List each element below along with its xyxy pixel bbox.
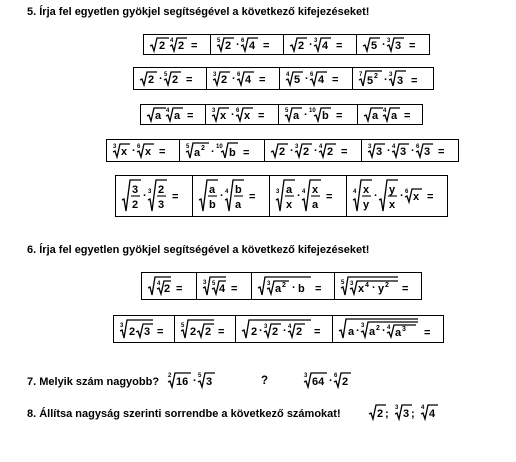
svg-text:=: = [249, 191, 256, 203]
svg-text:4: 4 [429, 408, 436, 420]
svg-text:a: a [372, 110, 379, 122]
question-7: 7. Melyik szám nagyobb? [27, 376, 160, 388]
s5-r4-c2 [180, 140, 265, 161]
svg-text:·: · [292, 282, 296, 294]
s5-row-5 [115, 175, 448, 217]
s5-r5-c1 [116, 176, 193, 216]
svg-text:2: 2 [342, 376, 349, 388]
svg-text:4: 4 [166, 108, 170, 114]
svg-text:2: 2 [296, 326, 303, 338]
svg-text:4: 4 [365, 282, 369, 289]
radical-expr [340, 275, 416, 297]
radical-expr [362, 36, 424, 53]
svg-text:;: ; [385, 408, 389, 420]
svg-text:=: = [411, 75, 418, 87]
svg-text:x: x [286, 199, 293, 211]
svg-text:2: 2 [303, 146, 310, 158]
svg-text:3: 3 [403, 408, 410, 420]
s5-r3-c1 [141, 105, 206, 124]
svg-text:2: 2 [272, 326, 279, 338]
s5-r1-c2 [211, 35, 284, 54]
svg-text:5: 5 [294, 74, 301, 86]
svg-text:a: a [194, 147, 201, 159]
svg-text:4: 4 [353, 189, 357, 195]
svg-text:3: 3 [387, 38, 391, 44]
svg-text:2: 2 [376, 325, 380, 332]
radical-expr [363, 106, 417, 123]
svg-text:4: 4 [318, 74, 325, 86]
svg-text:=: = [243, 147, 250, 159]
s6-row-2 [113, 315, 444, 343]
radical-expr [121, 178, 187, 214]
svg-text:=: = [218, 326, 225, 338]
svg-text:5: 5 [285, 108, 289, 114]
svg-text:2: 2 [377, 408, 384, 420]
svg-text:=: = [438, 146, 445, 158]
svg-text:4: 4 [157, 281, 161, 287]
svg-text:x: x [220, 110, 227, 122]
svg-text:3: 3 [295, 144, 299, 150]
svg-text:2: 2 [279, 146, 286, 158]
radical-expr [180, 318, 230, 340]
svg-text:=: = [409, 40, 416, 52]
svg-text:5: 5 [164, 72, 168, 78]
svg-text:2: 2 [327, 146, 334, 158]
s5-r4-c3 [265, 140, 362, 161]
svg-text:2: 2 [164, 283, 171, 295]
svg-text:4: 4 [319, 144, 323, 150]
radical-expr [202, 275, 246, 297]
svg-text:3: 3 [203, 280, 207, 286]
radical-expr [275, 178, 341, 214]
radical-expr [147, 275, 191, 297]
svg-text:6: 6 [334, 373, 338, 379]
radical-expr [285, 70, 347, 87]
svg-text:=: = [314, 326, 321, 338]
s5-r3-c4 [358, 105, 422, 124]
svg-text:3: 3 [395, 40, 402, 52]
q7-left-expr [167, 371, 227, 389]
svg-text:4: 4 [225, 189, 229, 195]
s6-r2-c1 [114, 316, 175, 342]
svg-text:·: · [297, 190, 301, 202]
svg-text:a: a [275, 283, 282, 295]
svg-text:5: 5 [367, 75, 374, 87]
svg-text:3: 3 [158, 199, 165, 211]
svg-text:6: 6 [237, 72, 241, 78]
svg-text:10: 10 [216, 144, 223, 150]
svg-text:a: a [391, 110, 398, 122]
svg-text:·: · [283, 325, 287, 337]
svg-text:b: b [322, 110, 329, 122]
svg-text:5: 5 [341, 280, 345, 286]
svg-text:6: 6 [236, 108, 240, 114]
s6-r1-c3 [252, 273, 335, 299]
svg-text:4: 4 [387, 325, 391, 331]
svg-text:64: 64 [312, 376, 325, 388]
svg-text:=: = [332, 74, 339, 86]
svg-text:6: 6 [405, 189, 409, 195]
question-8: 8. Állítsa nagyság szerinti sorrendbe a következő számokat! [27, 408, 341, 420]
svg-text:a: a [209, 184, 216, 196]
radical-expr [257, 275, 329, 297]
svg-text:·: · [305, 73, 309, 85]
s5-r1-c1 [144, 35, 211, 54]
svg-text:·: · [159, 73, 163, 85]
svg-text:·: · [382, 325, 386, 337]
svg-text:3: 3 [424, 146, 431, 158]
svg-text:5: 5 [186, 144, 190, 150]
svg-text:4: 4 [286, 72, 290, 78]
svg-text:2: 2 [129, 326, 136, 338]
svg-text:x: x [312, 184, 319, 196]
svg-text:4: 4 [322, 40, 329, 52]
s5-r1-c3 [284, 35, 357, 54]
svg-text:·: · [400, 190, 404, 202]
svg-text:·: · [259, 325, 263, 337]
svg-text:3: 3 [395, 405, 399, 411]
svg-text:3: 3 [350, 281, 354, 287]
svg-text:=: = [176, 283, 183, 295]
svg-text:=: = [186, 74, 193, 86]
svg-text:a: a [155, 110, 162, 122]
svg-text:4: 4 [302, 189, 306, 195]
svg-text:4: 4 [249, 40, 256, 52]
s6-r1-c1 [142, 273, 197, 299]
svg-text:x: x [121, 146, 128, 158]
s5-row-4 [106, 139, 459, 162]
svg-text:=: = [159, 146, 166, 158]
svg-text:·: · [372, 282, 376, 294]
svg-text:3: 3 [389, 72, 393, 78]
q8-numbers [368, 403, 448, 421]
svg-text:4: 4 [245, 74, 252, 86]
svg-text:·: · [309, 39, 313, 51]
svg-text:6: 6 [137, 144, 141, 150]
svg-text:·: · [232, 73, 236, 85]
svg-text:4: 4 [170, 38, 174, 44]
svg-text:·: · [231, 109, 235, 121]
svg-text:4: 4 [288, 324, 292, 330]
svg-text:5: 5 [198, 373, 202, 379]
svg-text:6: 6 [310, 72, 314, 78]
svg-text:a: a [286, 184, 293, 196]
radical-expr [289, 36, 351, 53]
svg-text:2: 2 [168, 373, 172, 379]
svg-text:3: 3 [213, 72, 217, 78]
radical-expr [241, 318, 327, 340]
radical-expr [198, 178, 264, 214]
svg-text:5: 5 [212, 281, 216, 287]
s6-row-1 [141, 272, 422, 300]
svg-text:=: = [172, 191, 179, 203]
svg-text:=: = [258, 110, 265, 122]
svg-text:=: = [187, 110, 194, 122]
svg-text:=: = [336, 40, 343, 52]
svg-text:2: 2 [132, 199, 139, 211]
svg-text:=: = [336, 110, 343, 122]
svg-text:a: a [174, 110, 181, 122]
svg-text:·: · [329, 375, 333, 387]
svg-text:x: x [413, 191, 420, 203]
svg-text:·: · [411, 145, 415, 157]
svg-text:4: 4 [383, 108, 387, 114]
svg-text:3: 3 [132, 184, 139, 196]
svg-text:=: = [259, 74, 266, 86]
radical-expr [367, 142, 453, 159]
s5-row-2 [133, 67, 434, 90]
svg-text:5: 5 [371, 40, 378, 52]
svg-text:·: · [193, 375, 197, 387]
s5-r2-c4 [353, 68, 433, 89]
radical-expr [139, 70, 201, 87]
svg-text:=: = [263, 40, 270, 52]
radical-expr [185, 141, 259, 160]
svg-text:·: · [356, 325, 360, 337]
svg-text:2: 2 [221, 74, 228, 86]
radical-expr [216, 36, 278, 53]
svg-text:2: 2 [190, 326, 197, 338]
svg-text:3: 3 [368, 144, 372, 150]
svg-text:·: · [384, 74, 388, 86]
svg-text:a: a [312, 199, 319, 211]
svg-text:2: 2 [374, 73, 378, 80]
svg-text:2: 2 [158, 184, 165, 196]
svg-text:·: · [374, 190, 378, 202]
svg-text:·: · [314, 145, 318, 157]
radical-expr [368, 403, 448, 421]
svg-text:a: a [235, 199, 242, 211]
svg-text:·: · [211, 146, 215, 158]
svg-text:3: 3 [148, 189, 152, 195]
svg-text:2: 2 [251, 326, 258, 338]
svg-text:=: = [315, 283, 322, 295]
s5-r5-c2 [193, 176, 270, 216]
svg-text:3: 3 [376, 146, 383, 158]
svg-text:;: ; [411, 408, 415, 420]
radical-expr [146, 106, 200, 123]
s5-r1-c4 [357, 35, 429, 54]
s6-r2-c3 [236, 316, 333, 342]
radical-expr [119, 318, 169, 340]
svg-text:x: x [389, 199, 396, 211]
radical-expr [352, 178, 442, 214]
svg-text:2: 2 [385, 282, 389, 289]
svg-text:=: = [404, 110, 411, 122]
svg-text:x: x [363, 184, 370, 196]
radical-expr [212, 70, 274, 87]
s5-r3-c3 [279, 105, 358, 124]
svg-text:3: 3 [267, 281, 271, 287]
svg-text:10: 10 [309, 108, 316, 114]
svg-text:a: a [395, 327, 402, 339]
svg-text:3: 3 [276, 189, 280, 195]
svg-text:y: y [363, 199, 370, 211]
s5-r2-c3 [280, 68, 353, 89]
svg-text:=: = [402, 283, 409, 295]
radical-expr [358, 69, 428, 88]
svg-text:=: = [157, 326, 164, 338]
svg-text:·: · [387, 145, 391, 157]
radical-expr [211, 106, 273, 123]
radical-expr [112, 142, 174, 159]
svg-text:b: b [209, 199, 216, 211]
svg-text:2: 2 [178, 40, 185, 52]
svg-text:x: x [244, 110, 251, 122]
q7-question-mark: ? [261, 375, 269, 387]
svg-text:b: b [229, 147, 236, 159]
s5-row-3 [140, 104, 423, 125]
svg-text:=: = [341, 146, 348, 158]
s6-r1-c4 [335, 273, 421, 299]
svg-text:2: 2 [282, 282, 286, 289]
svg-text:3: 3 [304, 373, 308, 379]
svg-text:6: 6 [241, 38, 245, 44]
section6-title: 6. Írja fel egyetlen gyökjel segítségével a következő kifejezéseket! [27, 244, 370, 256]
svg-text:3: 3 [206, 376, 213, 388]
s5-r2-c2 [207, 68, 280, 89]
q7-right-expr [303, 371, 363, 389]
svg-text:a: a [369, 326, 376, 338]
radical-expr [270, 142, 356, 159]
svg-text:3: 3 [400, 146, 407, 158]
svg-text:3: 3 [314, 38, 318, 44]
svg-text:2: 2 [298, 40, 305, 52]
svg-text:y: y [389, 184, 396, 196]
svg-text:16: 16 [176, 376, 189, 388]
svg-text:3: 3 [402, 326, 406, 333]
section5-title: 5. Írja fel egyetlen gyökjel segítségével a következő kifejezéseket! [27, 6, 370, 18]
s5-r5-c4 [347, 176, 447, 216]
radical-expr [303, 371, 363, 389]
svg-text:x: x [145, 146, 152, 158]
svg-text:2: 2 [205, 326, 212, 338]
radical-expr [284, 106, 352, 123]
svg-text:5: 5 [181, 323, 185, 329]
svg-text:2: 2 [201, 145, 205, 152]
svg-text:a: a [293, 110, 300, 122]
svg-text:·: · [143, 190, 147, 202]
s5-r5-c3 [270, 176, 347, 216]
svg-text:·: · [304, 109, 308, 121]
svg-text:4: 4 [421, 405, 425, 411]
svg-text:a: a [348, 326, 355, 338]
svg-text:3: 3 [397, 75, 404, 87]
svg-text:5: 5 [217, 38, 221, 44]
svg-text:x: x [358, 283, 365, 295]
svg-text:=: = [231, 283, 238, 295]
s5-r4-c1 [107, 140, 180, 161]
svg-text:=: = [326, 191, 333, 203]
svg-text:·: · [290, 145, 294, 157]
svg-text:3: 3 [212, 108, 216, 114]
svg-text:4: 4 [392, 144, 396, 150]
svg-text:4: 4 [219, 283, 226, 295]
s5-r2-c1 [134, 68, 207, 89]
svg-text:b: b [298, 283, 305, 295]
radical-expr [338, 318, 438, 340]
svg-text:=: = [191, 40, 198, 52]
svg-text:y: y [378, 283, 385, 295]
svg-text:=: = [427, 191, 434, 203]
svg-text:2: 2 [159, 40, 166, 52]
svg-text:3: 3 [361, 323, 365, 329]
s5-r3-c2 [206, 105, 279, 124]
svg-text:·: · [382, 39, 386, 51]
svg-text:2: 2 [172, 74, 179, 86]
svg-text:2: 2 [148, 74, 155, 86]
s5-row-1 [143, 34, 430, 55]
svg-text:·: · [132, 145, 136, 157]
radical-expr [167, 371, 227, 389]
s6-r2-c4 [333, 316, 443, 342]
svg-text:3: 3 [144, 326, 151, 338]
s5-r4-c4 [362, 140, 458, 161]
svg-text:3: 3 [113, 144, 117, 150]
s6-r1-c2 [197, 273, 252, 299]
svg-text:·: · [220, 190, 224, 202]
svg-text:2: 2 [225, 40, 232, 52]
svg-text:=: = [424, 327, 431, 339]
s6-r2-c2 [175, 316, 236, 342]
svg-text:6: 6 [416, 144, 420, 150]
svg-text:3: 3 [120, 323, 124, 329]
svg-text:7: 7 [359, 72, 363, 78]
svg-text:b: b [235, 184, 242, 196]
radical-expr [149, 36, 205, 53]
svg-text:·: · [236, 39, 240, 51]
svg-text:3: 3 [264, 324, 268, 330]
